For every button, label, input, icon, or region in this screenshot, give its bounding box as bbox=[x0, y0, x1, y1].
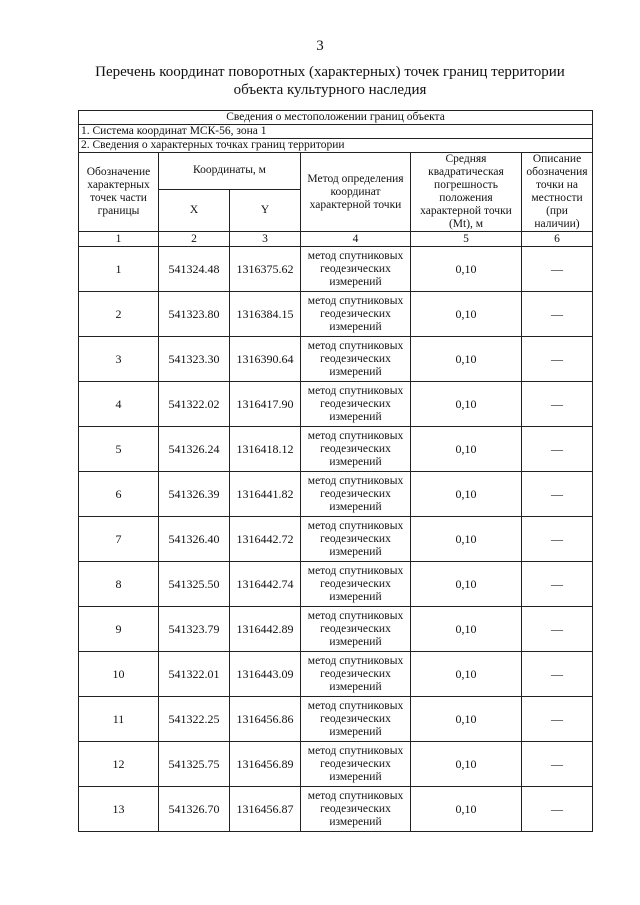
error-cell: 0,10 bbox=[411, 652, 522, 697]
description-cell: — bbox=[522, 607, 593, 652]
coord-x-cell: 541323.80 bbox=[159, 292, 230, 337]
coord-y-cell: 1316456.89 bbox=[230, 742, 301, 787]
point-id-cell: 4 bbox=[79, 382, 159, 427]
coordinates-table bbox=[78, 110, 593, 832]
coord-y-cell: 1316390.64 bbox=[230, 337, 301, 382]
table-row bbox=[79, 697, 593, 742]
table-row bbox=[79, 292, 593, 337]
point-id-cell: 7 bbox=[79, 517, 159, 562]
coord-x-cell: 541326.39 bbox=[159, 472, 230, 517]
coord-y-cell: 1316442.74 bbox=[230, 562, 301, 607]
point-id-cell: 11 bbox=[79, 697, 159, 742]
error-cell: 0,10 bbox=[411, 427, 522, 472]
header-description: Описание обозначения точки на местности (при наличии) bbox=[522, 153, 593, 232]
column-number: 4 bbox=[301, 232, 411, 247]
method-cell: метод спутниковых геодезических измерений bbox=[301, 382, 411, 427]
coord-x-cell: 541326.40 bbox=[159, 517, 230, 562]
table-row bbox=[79, 742, 593, 787]
column-number: 2 bbox=[159, 232, 230, 247]
coord-y-cell: 1316456.86 bbox=[230, 697, 301, 742]
description-cell: — bbox=[522, 562, 593, 607]
description-cell: — bbox=[522, 697, 593, 742]
method-cell: метод спутниковых геодезических измерений bbox=[301, 787, 411, 832]
error-cell: 0,10 bbox=[411, 787, 522, 832]
method-cell: метод спутниковых геодезических измерений bbox=[301, 742, 411, 787]
coord-x-cell: 541323.30 bbox=[159, 337, 230, 382]
method-cell: метод спутниковых геодезических измерений bbox=[301, 652, 411, 697]
description-cell: — bbox=[522, 517, 593, 562]
coord-y-cell: 1316375.62 bbox=[230, 247, 301, 292]
header-x: X bbox=[159, 189, 230, 231]
point-id-cell: 6 bbox=[79, 472, 159, 517]
section-title: Сведения о местоположении границ объекта bbox=[79, 111, 593, 125]
table-row bbox=[79, 382, 593, 427]
point-id-cell: 10 bbox=[79, 652, 159, 697]
document-title bbox=[60, 63, 600, 99]
error-cell: 0,10 bbox=[411, 742, 522, 787]
description-cell: — bbox=[522, 337, 593, 382]
coord-y-cell: 1316442.89 bbox=[230, 607, 301, 652]
description-cell: — bbox=[522, 382, 593, 427]
coord-y-cell: 1316441.82 bbox=[230, 472, 301, 517]
description-cell: — bbox=[522, 292, 593, 337]
header-designation: Обозначение характерных точек части границы bbox=[79, 153, 159, 232]
method-cell: метод спутниковых геодезических измерений bbox=[301, 337, 411, 382]
point-id-cell: 13 bbox=[79, 787, 159, 832]
error-cell: 0,10 bbox=[411, 517, 522, 562]
header-y: Y bbox=[230, 189, 301, 231]
method-cell: метод спутниковых геодезических измерений bbox=[301, 292, 411, 337]
error-cell: 0,10 bbox=[411, 607, 522, 652]
coord-y-cell: 1316384.15 bbox=[230, 292, 301, 337]
coord-y-cell: 1316442.72 bbox=[230, 517, 301, 562]
error-cell: 0,10 bbox=[411, 292, 522, 337]
description-cell: — bbox=[522, 247, 593, 292]
error-cell: 0,10 bbox=[411, 337, 522, 382]
column-number: 1 bbox=[79, 232, 159, 247]
point-id-cell: 12 bbox=[79, 742, 159, 787]
method-cell: метод спутниковых геодезических измерений bbox=[301, 607, 411, 652]
table-row bbox=[79, 607, 593, 652]
header-method: Метод определения координат характерной точки bbox=[301, 153, 411, 232]
point-id-cell: 3 bbox=[79, 337, 159, 382]
table-row bbox=[79, 247, 593, 292]
table-row bbox=[79, 787, 593, 832]
coord-y-cell: 1316456.87 bbox=[230, 787, 301, 832]
coord-x-cell: 541322.01 bbox=[159, 652, 230, 697]
header-coordinates: Координаты, м bbox=[159, 153, 301, 190]
column-number: 6 bbox=[522, 232, 593, 247]
coord-system: 1. Система координат МСК-56, зона 1 bbox=[79, 125, 593, 139]
point-id-cell: 1 bbox=[79, 247, 159, 292]
description-cell: — bbox=[522, 472, 593, 517]
description-cell: — bbox=[522, 787, 593, 832]
method-cell: метод спутниковых геодезических измерений bbox=[301, 697, 411, 742]
error-cell: 0,10 bbox=[411, 697, 522, 742]
error-cell: 0,10 bbox=[411, 562, 522, 607]
coord-x-cell: 541322.25 bbox=[159, 697, 230, 742]
header-error: Средняя квадратическая погрешность положения характерной точки (Mt), м bbox=[411, 153, 522, 232]
table-row bbox=[79, 562, 593, 607]
column-number: 3 bbox=[230, 232, 301, 247]
table-row bbox=[79, 517, 593, 562]
table-row bbox=[79, 337, 593, 382]
title-line-1: Перечень координат поворотных (характерных) точек границ территории bbox=[95, 64, 565, 80]
method-cell: метод спутниковых геодезических измерений bbox=[301, 517, 411, 562]
page-number: 3 bbox=[316, 38, 324, 54]
method-cell: метод спутниковых геодезических измерений bbox=[301, 472, 411, 517]
coord-y-cell: 1316418.12 bbox=[230, 427, 301, 472]
coord-x-cell: 541324.48 bbox=[159, 247, 230, 292]
error-cell: 0,10 bbox=[411, 382, 522, 427]
description-cell: — bbox=[522, 652, 593, 697]
point-id-cell: 8 bbox=[79, 562, 159, 607]
method-cell: метод спутниковых геодезических измерений bbox=[301, 247, 411, 292]
description-cell: — bbox=[522, 427, 593, 472]
error-cell: 0,10 bbox=[411, 472, 522, 517]
table-row bbox=[79, 472, 593, 517]
method-cell: метод спутниковых геодезических измерений bbox=[301, 562, 411, 607]
coord-x-cell: 541326.70 bbox=[159, 787, 230, 832]
table-row bbox=[79, 427, 593, 472]
column-number: 5 bbox=[411, 232, 522, 247]
point-id-cell: 9 bbox=[79, 607, 159, 652]
coord-y-cell: 1316417.90 bbox=[230, 382, 301, 427]
points-info: 2. Сведения о характерных точках границ территории bbox=[79, 139, 593, 153]
title-line-2: объекта культурного наследия bbox=[233, 82, 427, 98]
point-id-cell: 5 bbox=[79, 427, 159, 472]
coord-x-cell: 541322.02 bbox=[159, 382, 230, 427]
coord-x-cell: 541323.79 bbox=[159, 607, 230, 652]
table-row bbox=[79, 652, 593, 697]
method-cell: метод спутниковых геодезических измерений bbox=[301, 427, 411, 472]
coord-x-cell: 541325.75 bbox=[159, 742, 230, 787]
coord-y-cell: 1316443.09 bbox=[230, 652, 301, 697]
coord-x-cell: 541325.50 bbox=[159, 562, 230, 607]
coord-x-cell: 541326.24 bbox=[159, 427, 230, 472]
error-cell: 0,10 bbox=[411, 247, 522, 292]
point-id-cell: 2 bbox=[79, 292, 159, 337]
description-cell: — bbox=[522, 742, 593, 787]
